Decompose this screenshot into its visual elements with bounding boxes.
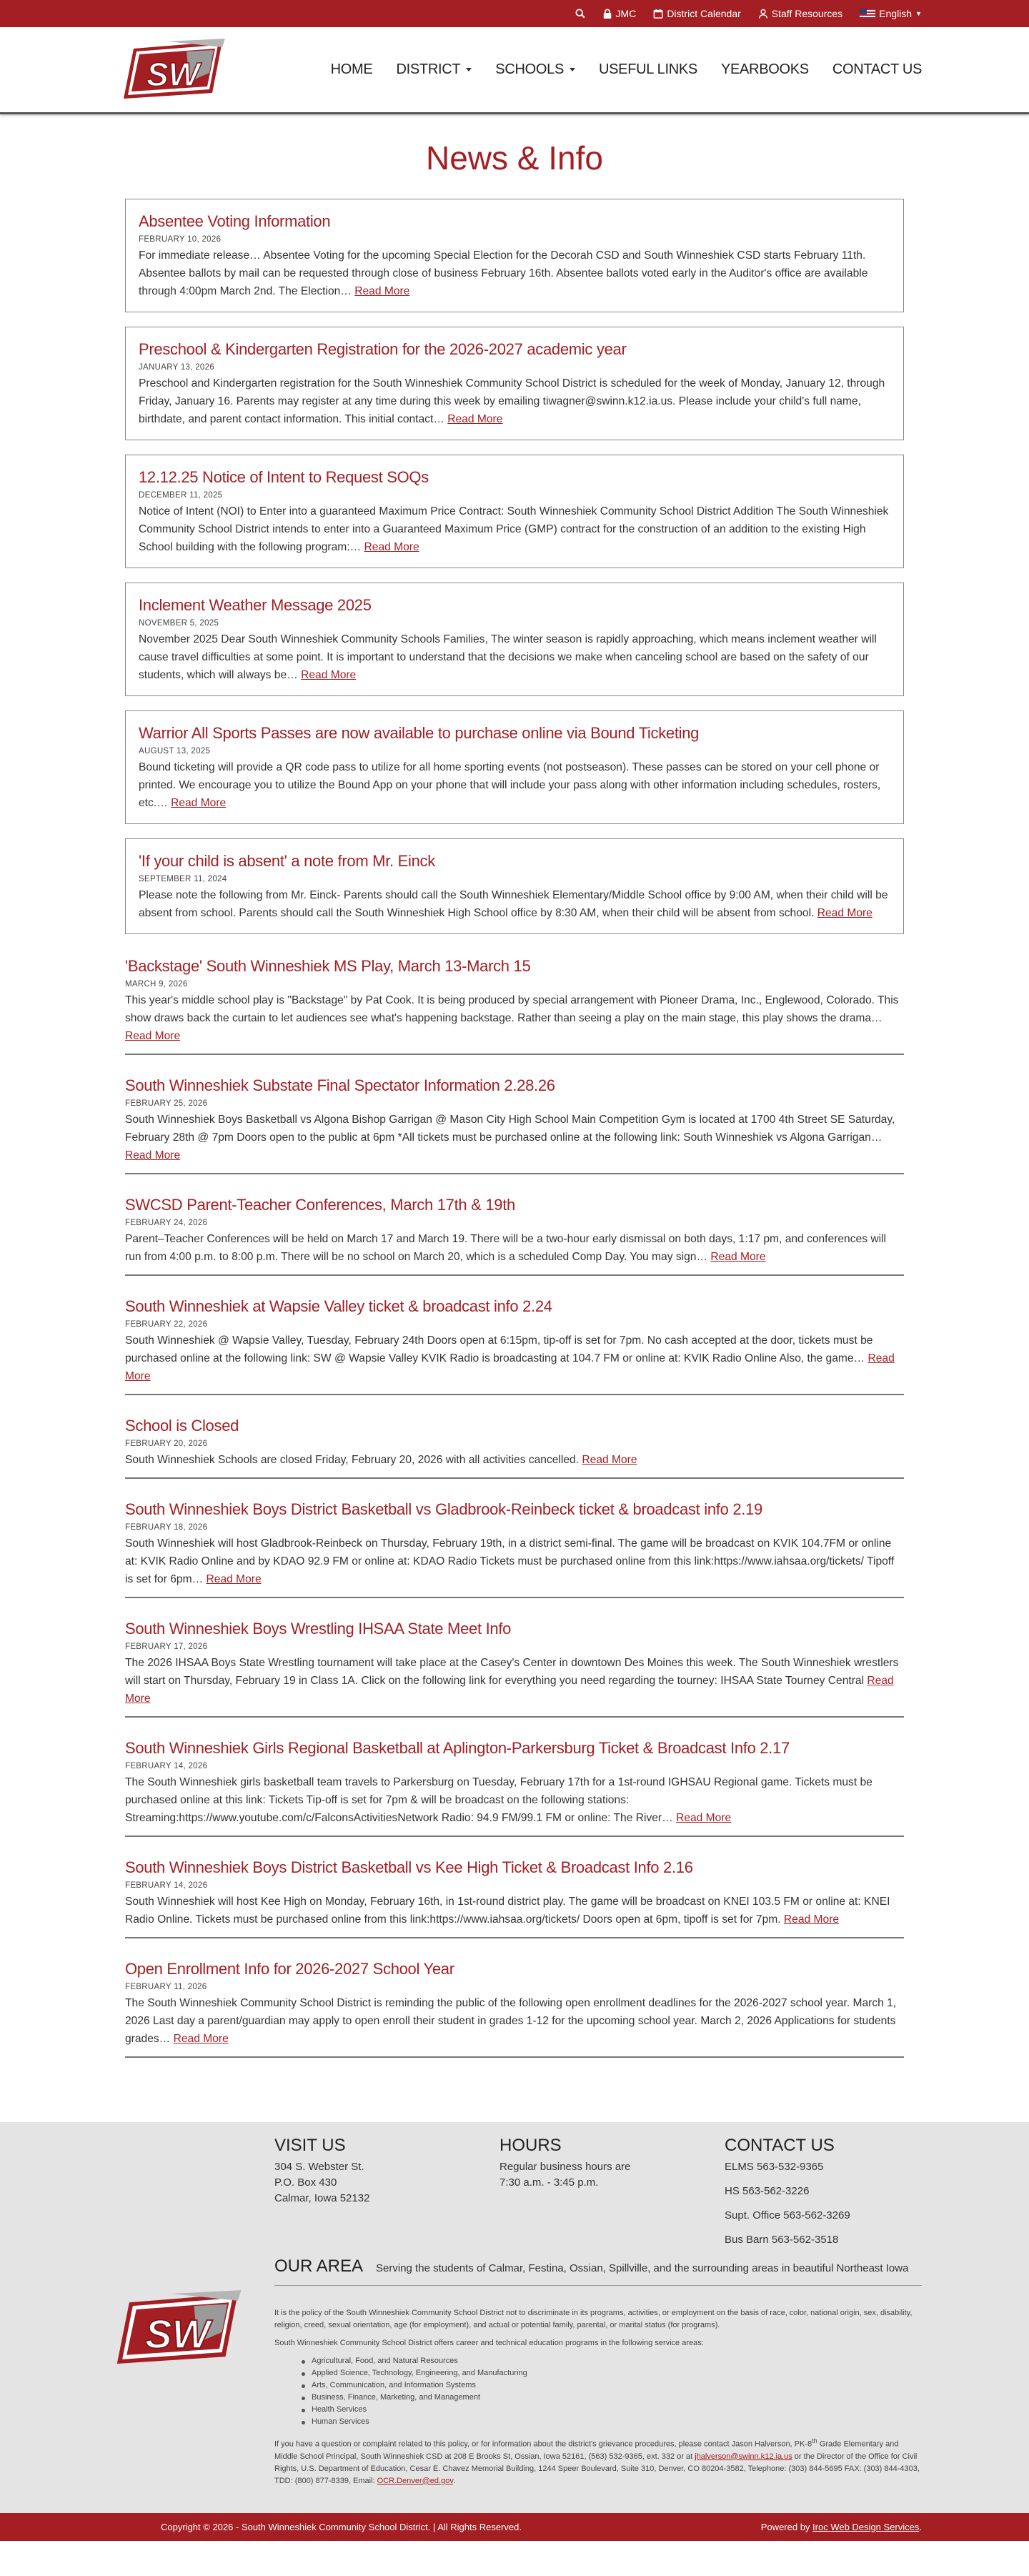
language-label: English [879, 8, 913, 19]
post-excerpt [139, 502, 890, 556]
nav-contact-label: CONTACT US [832, 61, 922, 77]
post-date: AUGUST 13, 2025 [139, 747, 211, 756]
post-excerpt-text: The South Winneshiek Community School District is reminding the public of the following open enrollment deadlines for the 2026-2027 school year. March 1, 2026 Last day a parent/guardian may apply to open enroll their student in grades 1-12 for the upcoming school year. March 2, 2026 Applications for students grades… [125, 1997, 897, 2045]
post-title-link[interactable]: 12.12.25 Notice of Intent to Request SOQs [139, 468, 429, 486]
service-area-item: Health Services [302, 2404, 922, 2416]
nav-contact[interactable] [832, 61, 922, 78]
post-date: JANUARY 13, 2026 [139, 363, 215, 372]
post-excerpt [139, 630, 890, 684]
post-excerpt [139, 758, 890, 812]
post-excerpt-text: November 2025 Dear South Winneshiek Community Schools Families, The winter season is rapidly approaching, which means inclement weather will cause travel difficulties at some point. It is important to understand that the decisions we make when canceling school are based on the safety of our students, which will always be… [139, 633, 877, 681]
contact-bus[interactable]: Bus Barn 563-562-3518 [725, 2234, 839, 2246]
post-excerpt-text: South Winneshiek will host Kee High on Monday, February 16th, in 1st-round district play. The game will be broadcast on KNEI 103.5 FM or online at: KNEI Radio Online. Tickets must be purchased online from this link:https://www.iahsaa.org/tickets/ Doors open at 6pm, tipoff is set for 7pm. [125, 1896, 890, 1926]
read-more-link[interactable]: Read More [301, 669, 357, 681]
featured-post-card [125, 838, 904, 934]
post-date: FEBRUARY 22, 2026 [125, 1320, 208, 1329]
nav-useful-links-label: USEFUL LINKS [599, 61, 697, 77]
nav-district-label: DISTRICT [396, 61, 461, 77]
post-title-link[interactable]: SWCSD Parent-Teacher Conferences, March 17th & 19th [125, 1196, 515, 1214]
post-excerpt [125, 1451, 904, 1469]
post-title-link[interactable]: Open Enrollment Info for 2026-2027 School Year [125, 1960, 454, 1978]
post-excerpt-text: South Winneshiek Boys Basketball vs Algona Bishop Garrigan @ Mason City High School Main Competition Gym is located at 1700 4th Street SE Saturday, February 28th @ 7pm Doors open to the public at 6pm *All tickets must be purchased online at the following link: South Winneshiek vs Algona Garrigan… [125, 1114, 895, 1144]
read-more-link[interactable]: Read More [206, 1573, 262, 1585]
post-excerpt [125, 1230, 904, 1266]
post-excerpt-text: The 2026 IHSAA Boys State Wrestling tournament will take place at the Casey's Center in downtown Des Moines this week. The South Winneshiek wrestlers will start on Thursday, February 19 in Class 1A. Click on the following link for everything you need regarding the tourney: IHSAA State Tourney Central [125, 1657, 899, 1687]
hours-section [499, 2138, 725, 2257]
service-area-item: Business, Finance, Marketing, and Management [302, 2392, 922, 2404]
address-line: 304 S. Webster St. [274, 2161, 364, 2173]
news-post [125, 1196, 904, 1276]
post-title-link[interactable]: South Winneshiek at Wapsie Valley ticket & broadcast info 2.24 [125, 1297, 552, 1315]
post-excerpt [125, 1773, 904, 1827]
read-more-link[interactable]: Read More [125, 1352, 895, 1382]
featured-post-card [125, 327, 904, 440]
principal-email-link[interactable]: jhalverson@swinn.k12.ia.us [695, 2452, 792, 2461]
post-excerpt [125, 1893, 904, 1928]
post-excerpt [125, 1111, 904, 1164]
news-post [125, 1417, 904, 1479]
staff-resources-link[interactable] [758, 8, 842, 19]
read-more-link[interactable]: Read More [710, 1251, 766, 1263]
news-post [125, 1500, 904, 1598]
main-nav [331, 61, 922, 78]
our-area-text: Serving the students of Calmar, Festina, Ossian, Spillville, and the surrounding areas in beautiful Northeast Iowa [376, 2262, 909, 2274]
news-post [125, 1076, 904, 1174]
post-excerpt [139, 886, 890, 922]
district-calendar-label: District Calendar [667, 8, 741, 19]
news-post [125, 1858, 904, 1938]
post-excerpt-text: Bound ticketing will provide a QR code pass to utilize for all home sporting events (not postseason). These passes can be stored on your cell phone or printed. We encourage you to utilize the Bound App on your phone that will include your pass along with other information including schedules, rosters, etc.… [139, 761, 881, 809]
nav-useful-links[interactable] [599, 61, 697, 78]
post-date: FEBRUARY 18, 2026 [125, 1523, 208, 1532]
read-more-link[interactable]: Read More [354, 285, 410, 297]
staff-resources-label: Staff Resources [771, 8, 843, 19]
service-area-item: Applied Science, Technology, Engineering, and Manufacturing [302, 2367, 922, 2379]
post-title-link[interactable]: Warrior All Sports Passes are now available to purchase online via Bound Ticketing [139, 724, 700, 742]
hours-heading: HOURS [499, 2136, 562, 2155]
service-area-item: Human Services [302, 2416, 922, 2428]
post-title-link[interactable]: South Winneshiek Boys District Basketball vs Gladbrook-Reinbeck ticket & broadcast info 2.19 [125, 1500, 762, 1518]
read-more-link[interactable]: Read More [783, 1913, 840, 1926]
hours-line: 7:30 a.m. - 3:45 p.m. [499, 2176, 599, 2189]
post-title-link[interactable]: 'Backstage' South Winneshiek MS Play, March 13-March 15 [125, 957, 531, 975]
featured-posts [125, 199, 904, 934]
post-excerpt-text: Please note the following from Mr. Einck- Parents should call the South Winneshiek Elementary/Middle School office by 9:00 AM, when their child will be absent from school. Parents should call the South Winneshiek High School office by 8:30 AM, when their child will be absent from school. [139, 889, 888, 919]
site-header [0, 27, 1029, 114]
post-date: FEBRUARY 20, 2026 [125, 1440, 208, 1448]
featured-post-card [125, 455, 904, 568]
our-area [274, 2257, 922, 2286]
post-title-link[interactable]: School is Closed [125, 1417, 239, 1435]
post-date: FEBRUARY 14, 2026 [125, 1762, 208, 1770]
lock-icon [602, 9, 612, 19]
post-date: FEBRUARY 10, 2026 [139, 235, 222, 244]
chevron-down-icon: ▼ [915, 10, 922, 17]
post-excerpt-text: For immediate release… Absentee Voting for the upcoming Special Election for the Decorah CSD and South Winneshiek CSD starts February 11th. Absentee ballots by mail can be requested through close of business February 16th. Absentee ballots voted early in the Auditor's office are available through 4:00pm March 2nd. The Election… [139, 249, 868, 297]
svg-text:SW: SW [146, 55, 200, 93]
post-title-link[interactable]: South Winneshiek Girls Regional Basketball at Aplington-Parkersburg Ticket & Broadcast Info 2.17 [125, 1739, 790, 1757]
contact-elms[interactable]: ELMS 563-532-9365 [725, 2161, 824, 2173]
powered-by-link[interactable]: Iroc Web Design Services [812, 2521, 920, 2532]
our-area-heading: OUR AREA [274, 2257, 364, 2276]
sw-logo-icon [110, 2289, 243, 2369]
visit-us-section [274, 2138, 499, 2257]
district-calendar-link[interactable] [653, 8, 740, 19]
read-more-link[interactable]: Read More [364, 541, 419, 553]
nav-schools-label: SCHOOLS [495, 61, 564, 77]
nav-home-label: HOME [330, 61, 373, 77]
address-line: Calmar, Iowa 52132 [274, 2192, 370, 2204]
search-button[interactable] [575, 9, 585, 19]
news-post [125, 1620, 904, 1718]
service-area-item: Agricultural, Food, and Natural Resources [302, 2355, 922, 2367]
calendar-icon [653, 9, 663, 19]
nav-yearbooks[interactable] [721, 61, 809, 78]
post-date: FEBRUARY 11, 2026 [125, 1983, 207, 1991]
nav-district[interactable] [396, 61, 472, 78]
hours-line: Regular business hours are [499, 2161, 631, 2173]
post-excerpt-text: South Winneshiek will host Gladbrook-Reinbeck on Thursday, February 19th, in a district semi-final. The game will be broadcast on KVIK 104.7FM or online at: KVIK Radio Online and by KDAO 92.9 FM or online at: KDAO Radio Tickets must be purchased online from this link:https://www.iahsaa.org/tickets/ Tipoff is set for 6pm… [125, 1537, 895, 1585]
read-more-link[interactable]: Read More [582, 1454, 637, 1466]
post-excerpt [139, 247, 890, 300]
featured-post-card [125, 710, 904, 824]
news-main [125, 199, 904, 2058]
post-title-link[interactable]: 'If your child is absent' a note from Mr. Einck [139, 852, 435, 870]
nondiscrimination-policy [274, 2286, 922, 2487]
contact-supt[interactable]: Supt. Office 563-562-3269 [725, 2209, 850, 2221]
read-more-link[interactable]: Read More [676, 1812, 732, 1824]
contact-heading: CONTACT US [725, 2136, 835, 2155]
post-date: FEBRUARY 14, 2026 [125, 1881, 208, 1890]
featured-post-card [125, 199, 904, 312]
policy-paragraph: South Winneshiek Community School District offers career and technical education programs in the following service areas: [274, 2339, 704, 2347]
news-post [125, 1297, 904, 1395]
nav-schools[interactable] [495, 61, 575, 78]
post-date: FEBRUARY 17, 2026 [125, 1643, 208, 1651]
post-title-link[interactable]: Absentee Voting Information [139, 212, 331, 230]
caret-down-icon [466, 68, 472, 71]
read-more-link[interactable]: Read More [817, 907, 873, 919]
post-excerpt [125, 1994, 904, 2048]
post-date: FEBRUARY 25, 2026 [125, 1099, 208, 1108]
post-excerpt [125, 1332, 904, 1385]
read-more-link[interactable]: Read More [125, 1030, 181, 1042]
us-flag-icon [860, 9, 875, 19]
service-areas-list [274, 2355, 922, 2428]
read-more-link[interactable]: Read More [447, 413, 503, 425]
nav-yearbooks-label: YEARBOOKS [720, 61, 809, 77]
read-more-link[interactable]: Read More [171, 797, 227, 809]
policy-contact-paragraph: If you have a question or complaint related to this policy, or for information about the district's grievance procedures, please contact Jason Halverson, PK-8th Grade Elementary and Middle School Principal, South Winneshiek CSD at 208 E Brooks St, Ossian, Iowa 52161, (563) 532-9365, ext. 332 or at jhalverson@swinn.k12.ia.us or the Director of the Office for Civil Rights, U.S. Department of Education, Cesar E. Chavez Memorial Building, 1244 Speer Boulevard, Suite 310, Denver, CO 80204-3582, Telephone: (303) 844-5695 FAX: (303) 844-4303, TDD: (800) 877-8339, Email: OCR.Denver@ed.gov. [274, 2437, 920, 2485]
post-date: SEPTEMBER 11, 2024 [139, 875, 227, 883]
post-excerpt-text: Notice of Intent (NOI) to Enter into a guaranteed Maximum Price Contract: South Winneshiek Community School District Addition The South Winneshiek Community School District intends to enter into a Guaranteed Maximum Price (GMP) contract for the construction of an addition to the existing High School building with the following program:… [139, 505, 889, 553]
language-selector[interactable] [860, 8, 922, 19]
post-excerpt [125, 1535, 904, 1588]
caret-down-icon [570, 68, 575, 71]
visit-us-heading: VISIT US [274, 2136, 346, 2155]
page-title: News & Info [426, 139, 603, 177]
read-more-link[interactable]: Read More [173, 2033, 229, 2045]
address-line: P.O. Box 430 [274, 2176, 337, 2189]
search-icon [575, 9, 585, 19]
read-more-link[interactable]: Read More [125, 1675, 894, 1705]
post-excerpt-text: This year's middle school play is "Backstage" by Pat Cook. It is being produced by special arrangement with Pioneer Drama, Inc., Englewood, Colorado. This show draws back the curtain to let audiences see what's happening backstage. Rather than seeing a play on the main stage, this play shows the drama… [125, 994, 899, 1024]
featured-post-card [125, 583, 904, 696]
user-icon [758, 9, 768, 19]
post-title-link[interactable]: South Winneshiek Boys District Basketball vs Kee High Ticket & Broadcast Info 2.16 [125, 1858, 693, 1876]
post-date: FEBRUARY 24, 2026 [125, 1219, 208, 1227]
post-title-link[interactable]: South Winneshiek Boys Wrestling IHSAA State Meet Info [125, 1620, 512, 1638]
news-post [125, 1960, 904, 2058]
post-excerpt [125, 991, 904, 1045]
copyright-bar [0, 2513, 1029, 2541]
service-area-item: Arts, Communication, and Information Systems [302, 2379, 922, 2392]
policy-paragraph: It is the policy of the South Winneshiek Community School District not to discriminate in its programs, activities, or employment on the basis of race, color, national origin, sex, disability, religion, creed, sexual orientation, age (for employment), and actual or potential family, parental, or marital status (for programs). [274, 2309, 913, 2329]
post-excerpt [139, 375, 890, 428]
copyright-text: Copyright © 2026 - South Winneshiek Community School District. | All Rights Reserved. [161, 2521, 522, 2532]
post-title-link[interactable]: Preschool & Kindergarten Registration for the 2026-2027 academic year [139, 340, 627, 358]
news-post [125, 957, 904, 1055]
nav-home[interactable] [331, 61, 373, 78]
post-date: DECEMBER 11, 2025 [139, 491, 223, 500]
read-more-link[interactable]: Read More [125, 1149, 181, 1161]
site-footer [0, 2122, 1029, 2513]
top-utility-bar [0, 0, 1029, 27]
svg-text:SW: SW [144, 2311, 210, 2357]
post-excerpt-text: Preschool and Kindergarten registration for the South Winneshiek Community School District is scheduled for the week of Monday, January 12, through Friday, January 16. Parents may register at any time during this week by emailing tiwagner@swinn.k12.ia.us. Please include your child's full name, birthdate, and parent contact information. This initial contact… [139, 377, 885, 425]
footer-logo[interactable] [110, 2289, 243, 2369]
post-excerpt-text: South Winneshiek @ Wapsie Valley, Tuesday, February 24th Doors open at 6:15pm, tip-off is set for 7pm. No cash accepted at the door, tickets must be purchased online at the following link: SW @ Wapsie Valley KVIK Radio is broadcasting at 104.7 FM or online at: KVIK Radio Online Also, the game… [125, 1334, 873, 1364]
news-list [125, 957, 904, 2058]
powered-by: Powered by Iroc Web Design Services. [760, 2521, 922, 2532]
contact-hs[interactable]: HS 563-562-3226 [725, 2185, 810, 2197]
post-excerpt-text: South Winneshiek Schools are closed Friday, February 20, 2026 with all activities cancelled. [125, 1454, 580, 1466]
district-logo[interactable] [118, 39, 227, 101]
post-excerpt-text: The South Winneshiek girls basketball team travels to Parkersburg on Tuesday, February 17th for a 1st-round IGHSAU Regional game. Tickets must be purchased online at this link: Tickets Tip-off is set for 7pm & will be broadcast on the following stations: Streaming:https://www.youtube.com/c/FalconsActivitiesNetwork Radio: 94.9 FM/99.1 FM or online: The River… [125, 1776, 873, 1824]
sw-logo-icon [118, 39, 227, 101]
post-title-link[interactable]: Inclement Weather Message 2025 [139, 596, 372, 614]
post-excerpt-text: Parent–Teacher Conferences will be held on March 17 and March 19. There will be a two-hour early dismissal on both days, 1:17 pm, and conferences will run from 4:00 p.m. to 8:00 p.m. There will be no school on March 20, which is a scheduled Comp Day. You may sign… [125, 1233, 886, 1263]
post-date: MARCH 9, 2026 [125, 980, 188, 989]
contact-section [725, 2138, 850, 2257]
jmc-link[interactable] [602, 8, 637, 19]
post-excerpt [125, 1654, 904, 1708]
ocr-email-link[interactable]: OCR.Denver@ed.gov [377, 2476, 454, 2485]
news-post [125, 1739, 904, 1837]
jmc-label: JMC [615, 8, 637, 19]
post-title-link[interactable]: South Winneshiek Substate Final Spectator Information 2.28.26 [125, 1076, 555, 1094]
post-date: NOVEMBER 5, 2025 [139, 619, 219, 628]
